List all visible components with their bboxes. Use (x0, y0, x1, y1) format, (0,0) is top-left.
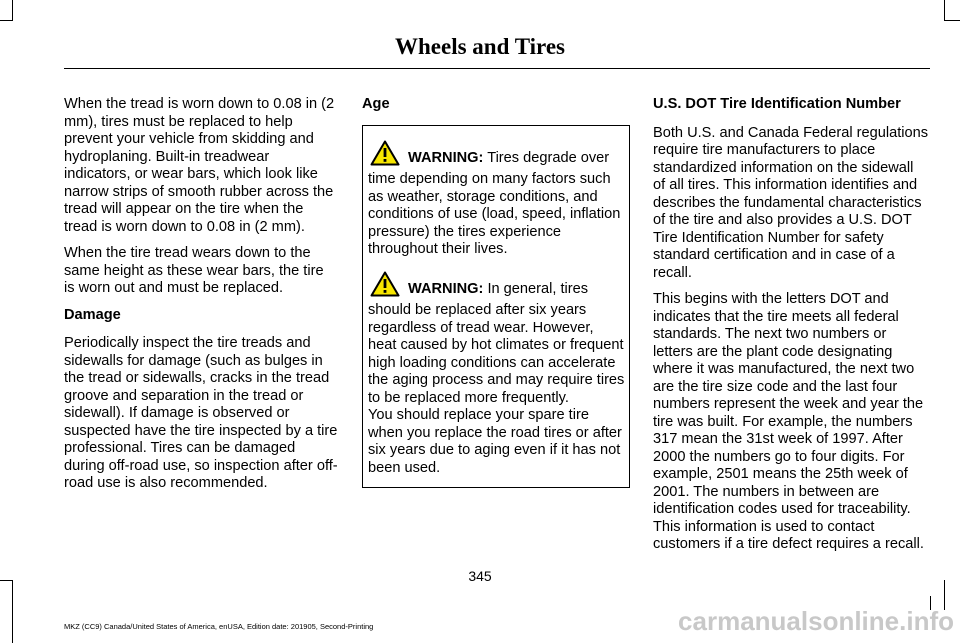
column-3 (653, 96, 929, 563)
warning-degrade (368, 140, 625, 259)
warning-label: WARNING: (408, 280, 484, 297)
dot-heading: U.S. DOT Tire Identification Number (653, 96, 901, 112)
warning-box (362, 125, 630, 489)
warning-triangle-icon (370, 140, 400, 172)
warning-triangle-icon (370, 271, 400, 303)
warning-text: Tires degrade over time depending on many factors such as weather, storage conditions, and conditions of use (load, speed, inflation pressure) the tires experience throughout their lives. (368, 149, 621, 257)
column-2 (362, 96, 630, 488)
damage-paragraph: Periodically inspect the tire treads and sidewalls for damage (such as bulges in the tread or sidewalls, cracks in the tread groove and separation in the tread or sidewall). If damage is observed or suspected have the tire inspected by a tire professional. Tires can be damaged during off-road use, so inspection after off-road use is also recommended. (64, 335, 338, 491)
dot-regulations-paragraph: Both U.S. and Canada Federal regulations require tire manufacturers to place standardized information on the sidewall of all tires. This information identifies and describes the fundamental characteristics of the tire and also provides a U.S. DOT Tire Identification Number for safety standard certification and in case of a recall. (653, 124, 929, 281)
crop-mark (12, 0, 13, 20)
crop-mark (944, 20, 960, 21)
tread-wear-paragraph: When the tread is worn down to 0.08 in (2 mm), tires must be replaced to help prevent your vehicle from skidding and hydroplaning. Built-in treadwear indicators, or wear bars, which look like narrow strips of smooth rubber across the tread will appear on the tire when the tread is worn down to 0.08 in (2 mm). (64, 96, 335, 235)
age-heading: Age (362, 96, 390, 112)
crop-mark (12, 580, 13, 643)
warning-replace (368, 271, 625, 408)
spare-tire-text: You should replace your spare tire when you replace the road tires or after six years due to aging even if it has not been used. (368, 407, 622, 476)
edition-footer: MKZ (CC9) Canada/United States of America, enUSA, Edition date: 201905, Second-Printing (64, 622, 374, 631)
column-1 (64, 96, 338, 502)
crop-mark (0, 20, 13, 21)
dot-code-paragraph: This begins with the letters DOT and indicates that the tire meets all federal standards. The next two numbers or letters are the plant code designating where it was manufactured, the next two are the tire size code and the last four numbers represent the week and year the tire was built. For example, the numbers 317 mean the 31st week of 1997. After 2000 the numbers go to four digits. For example, 2501 means the 25th week of 2001. The numbers in between are identification codes used for traceability. This information is used to contact customers if a tire defect requires a recall. (653, 291, 924, 552)
page-title: Wheels and Tires (395, 34, 565, 59)
damage-heading: Damage (64, 306, 121, 323)
warning-label: WARNING: (408, 149, 484, 166)
header-divider (64, 68, 930, 69)
warning-text: In general, tires should be replaced after six years regardless of tread wear. However, heat caused by hot climates or frequent high loading conditions can accelerate the aging process and may require tires to be replaced more frequently. (368, 280, 625, 406)
watermark: carmanualsonline.info (678, 606, 954, 636)
wear-bar-paragraph: When the tire tread wears down to the same height as these wear bars, the tire is worn out and must be replaced. (64, 245, 324, 296)
page-number: 345 (468, 568, 492, 584)
crop-mark (944, 0, 945, 20)
